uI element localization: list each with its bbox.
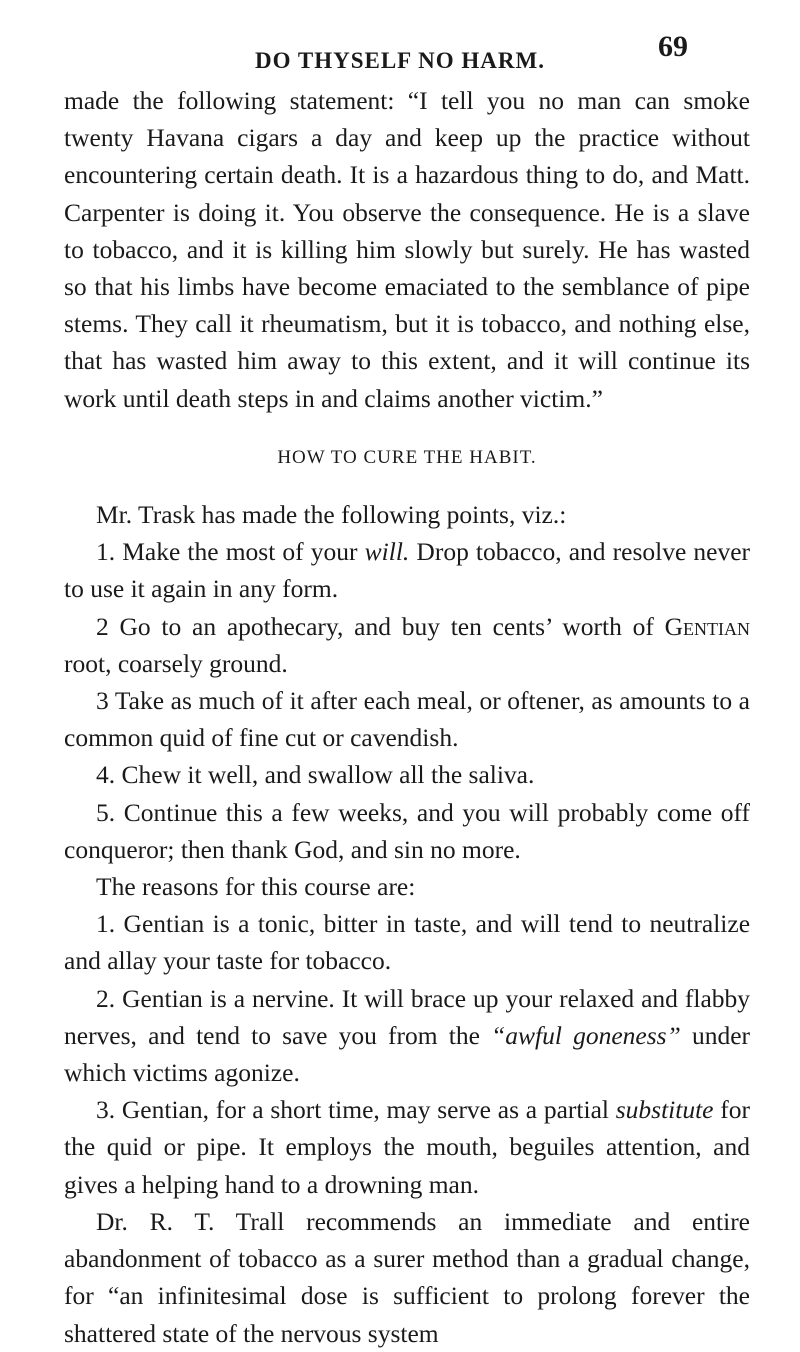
reasons-intro: The reasons for this course are: (96, 872, 416, 902)
item-number: 1. (96, 537, 116, 567)
item-number: 5. (96, 797, 116, 827)
item-text: Continue this a few weeks, and you will probably come off conqueror; then thank God, and sin no more. (64, 797, 751, 864)
item-number: 1. (96, 909, 116, 939)
item-number: 3 (96, 686, 109, 716)
body-text (64, 82, 750, 1352)
list-item (64, 905, 750, 979)
list-item (64, 794, 750, 868)
item-text: Make the most of your (122, 537, 358, 567)
list-item (64, 682, 750, 756)
list-item (64, 1091, 750, 1203)
item-text: Go to an apothecary, and buy ten cents’ worth of (119, 611, 654, 641)
emphasis-text: “awful goneness” (491, 1020, 681, 1050)
running-title: DO THYSELF NO HARM. (255, 48, 545, 73)
small-caps-text: Gentian (664, 611, 750, 641)
item-text: root, coarsely ground. (64, 648, 288, 678)
list-item (64, 608, 750, 682)
item-text: Gentian, for a short time, may serve as a partial (121, 1095, 609, 1125)
item-number: 3. (96, 1095, 116, 1125)
item-text: Chew it well, and swallow all the saliva. (121, 760, 535, 790)
emphasis-text: will. (364, 537, 410, 567)
item-text: Drop tobacco, and resolve never to use it again in any form. (64, 537, 751, 604)
page-number: 69 (658, 30, 688, 63)
item-text: Gentian is a nervine. It will brace up your relaxed and flabby nerves, and tend to save you from the (64, 983, 751, 1050)
opening-paragraph: made the following statement: “I tell you no man can smoke twenty Havana cigars a day and keep up the practice without encountering certain death. It is a hazardous thing to do, and Matt. Carpenter is doing it. You observe the consequence. He is a slave to tobacco, and it is killing him slowly but surely. He has wasted so that his limbs have become emaciated to the semblance of pipe stems. They call it rheumatism, but it is tobacco, and nothing else, that has wasted him away to this extent, and it will continue its work until death steps in and claims another victim.” (64, 86, 750, 413)
item-text: for the quid or pipe. It employs the mouth, beguiles attention, and gives a helping hand to a drowning man. (64, 1095, 751, 1199)
points-intro: Mr. Trask has made the following points, viz.: (96, 500, 567, 530)
item-number: 4. (96, 760, 116, 790)
item-number: 2. (96, 983, 116, 1013)
list-item (64, 756, 750, 793)
section-heading: HOW TO CURE THE HABIT. (277, 446, 537, 468)
item-text: Gentian is a tonic, bitter in taste, and will tend to neutralize and allay your taste for tobacco. (64, 909, 751, 976)
item-number: 2 (96, 611, 109, 641)
list-item (64, 980, 750, 1092)
item-text: Take as much of it after each meal, or oftener, as amounts to a common quid of fine cut or cavendish. (64, 686, 750, 753)
closing-paragraph: Dr. R. T. Trall recommends an immediate and entire abandonment of tobacco as a surer method than a gradual change, for “an infinitesimal dose is sufficient to prolong forever the shattered state of the nervous system (64, 1206, 750, 1348)
item-text: under which victims agonize. (64, 1020, 751, 1088)
emphasis-text: substitute (615, 1095, 714, 1125)
list-item (64, 533, 750, 607)
